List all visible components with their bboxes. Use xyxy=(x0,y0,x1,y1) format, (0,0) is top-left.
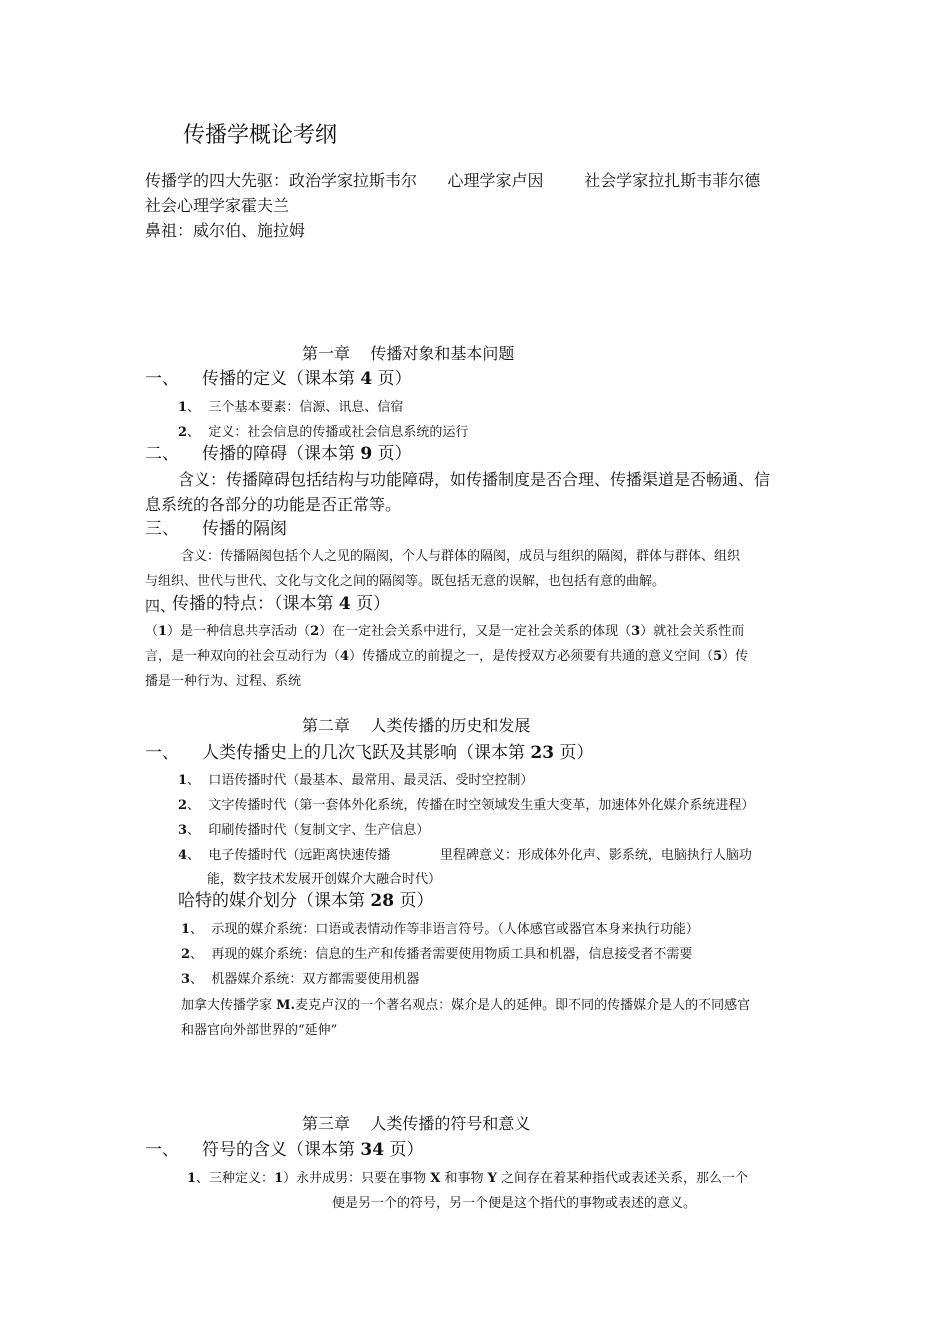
document-title: 传播学概论考纲 xyxy=(183,123,338,148)
ch2-s2-item-2: 2、 再现的媒介系统：信息的生产和传播者需要使用物质工具和机器，信息接受者不需要 xyxy=(181,947,693,962)
ch1-s2-text: 含义：传播障碍包括结构与功能障碍，如传播制度是否合理、传播渠道是否畅通、信 xyxy=(178,470,771,489)
ch1-s4-text-line-2: 言，是一种双向的社会互动行为（4）传播成立的前提之一，是传授双方必须要有共通的意义空间（5）传 xyxy=(145,649,749,664)
chapter-2-title: 第二章 人类传播的历史和发展 xyxy=(302,716,531,735)
ch1-section-4-heading: 传播的特点：（课本第 4 页） xyxy=(172,594,391,614)
ch2-s1-item-4: 4、 电子传播时代（远距离快速传播 里程碑意义：形成体外化声、影系统，电脑执行人脑功 xyxy=(178,848,752,863)
ch1-section-3-number: 三、 xyxy=(145,519,179,539)
ch2-s1-item-2: 2、 文字传播时代（第一套体外化系统，传播在时空领域发生重大变革，加速体外化媒介系统进程） xyxy=(178,798,755,813)
ch1-section-1-heading: 传播的定义（课本第 4 页） xyxy=(202,369,412,389)
ch1-section-2-heading: 传播的障碍（课本第 9 页） xyxy=(202,444,412,464)
ch3-section-1-number: 一、 xyxy=(145,1140,179,1160)
ch1-section-3-heading: 传播的隔阂 xyxy=(202,519,287,539)
ch2-s2-item-1: 1、 示现的媒介系统：口语或表情动作等非语言符号。（人体感官或器官本身来执行功能） xyxy=(181,922,699,937)
chapter-3-title: 第三章 人类传播的符号和意义 xyxy=(302,1114,531,1133)
ch1-s4-text-line-1: （1）是一种信息共享活动（2）在一定社会关系中进行，又是一定社会关系的体现（3）就社会关系性而 xyxy=(145,624,745,639)
chapter-1-title: 第一章 传播对象和基本问题 xyxy=(302,344,515,363)
ch2-s1-item-3: 3、 印刷传播时代（复制文字、生产信息） xyxy=(178,823,430,838)
ch3-section-1-heading: 符号的含义（课本第 34 页） xyxy=(202,1140,424,1160)
ch1-s3-text-cont: 与组织、世代与世代、文化与文化之间的隔阂等。既包括无意的误解，也包括有意的曲解。 xyxy=(145,574,666,589)
ch2-section-1-number: 一、 xyxy=(145,743,179,763)
ch2-s1-item-1: 1、 口语传播时代（最基本、最常用、最灵活、受时空控制） xyxy=(178,773,534,788)
ch2-s2-item-3: 3、 机器媒介系统：双方都需要使用机器 xyxy=(181,972,420,987)
mcluhan-quote: 加拿大传播学家 M.麦克卢汉的一个著名观点：媒介是人的延伸。即不同的传播媒介是人的不同感官 xyxy=(181,998,751,1013)
ch1-s2-text-cont: 息系统的各部分的功能是否正常等。 xyxy=(145,495,402,514)
ch2-section-1-heading: 人类传播史上的几次飞跃及其影响（课本第 23 页） xyxy=(202,743,594,763)
ch2-s1-item-4-cont: 能，数字技术发展开创媒介大融合时代） xyxy=(207,872,442,887)
ch3-s1-item-1-cont: 便是另一个的符号，另一个便是这个指代的事物或表述的意义。 xyxy=(332,1196,697,1211)
ch1-s1-item-2: 2、 定义：社会信息的传播或社会信息系统的运行 xyxy=(178,425,469,440)
ch1-s4-text-line-3: 播是一种行为、过程、系统 xyxy=(145,674,302,689)
ch1-section-1-number: 一、 xyxy=(145,369,179,389)
ch2-section-2-heading: 哈特的媒介划分（课本第 28 页） xyxy=(178,891,434,911)
pioneers-line: 传播学的四大先驱：政治学家拉斯韦尔 心理学家卢因 社会学家拉扎斯韦菲尔德 xyxy=(145,171,761,190)
pioneers-line-2: 社会心理学家霍夫兰 xyxy=(145,196,290,215)
ch1-section-2-number: 二、 xyxy=(145,444,179,464)
ch1-section-4-number: 四、 xyxy=(145,597,176,615)
ch1-s3-text: 含义：传播隔阂包括个人之见的隔阂，个人与群体的隔阂，成员与组织的隔阂，群体与群体、组织 xyxy=(181,549,741,564)
ch3-s1-item-1: 1、三种定义：1）永井成男：只要在事物 X 和事物 Y 之间存在着某种指代或表述关系，那么一个 xyxy=(187,1171,749,1186)
mcluhan-quote-cont: 和器官向外部世界的“延伸” xyxy=(181,1023,338,1038)
founders-line: 鼻祖：威尔伯、施拉姆 xyxy=(145,221,306,240)
ch1-s1-item-1: 1、 三个基本要素：信源、讯息、信宿 xyxy=(178,400,404,415)
